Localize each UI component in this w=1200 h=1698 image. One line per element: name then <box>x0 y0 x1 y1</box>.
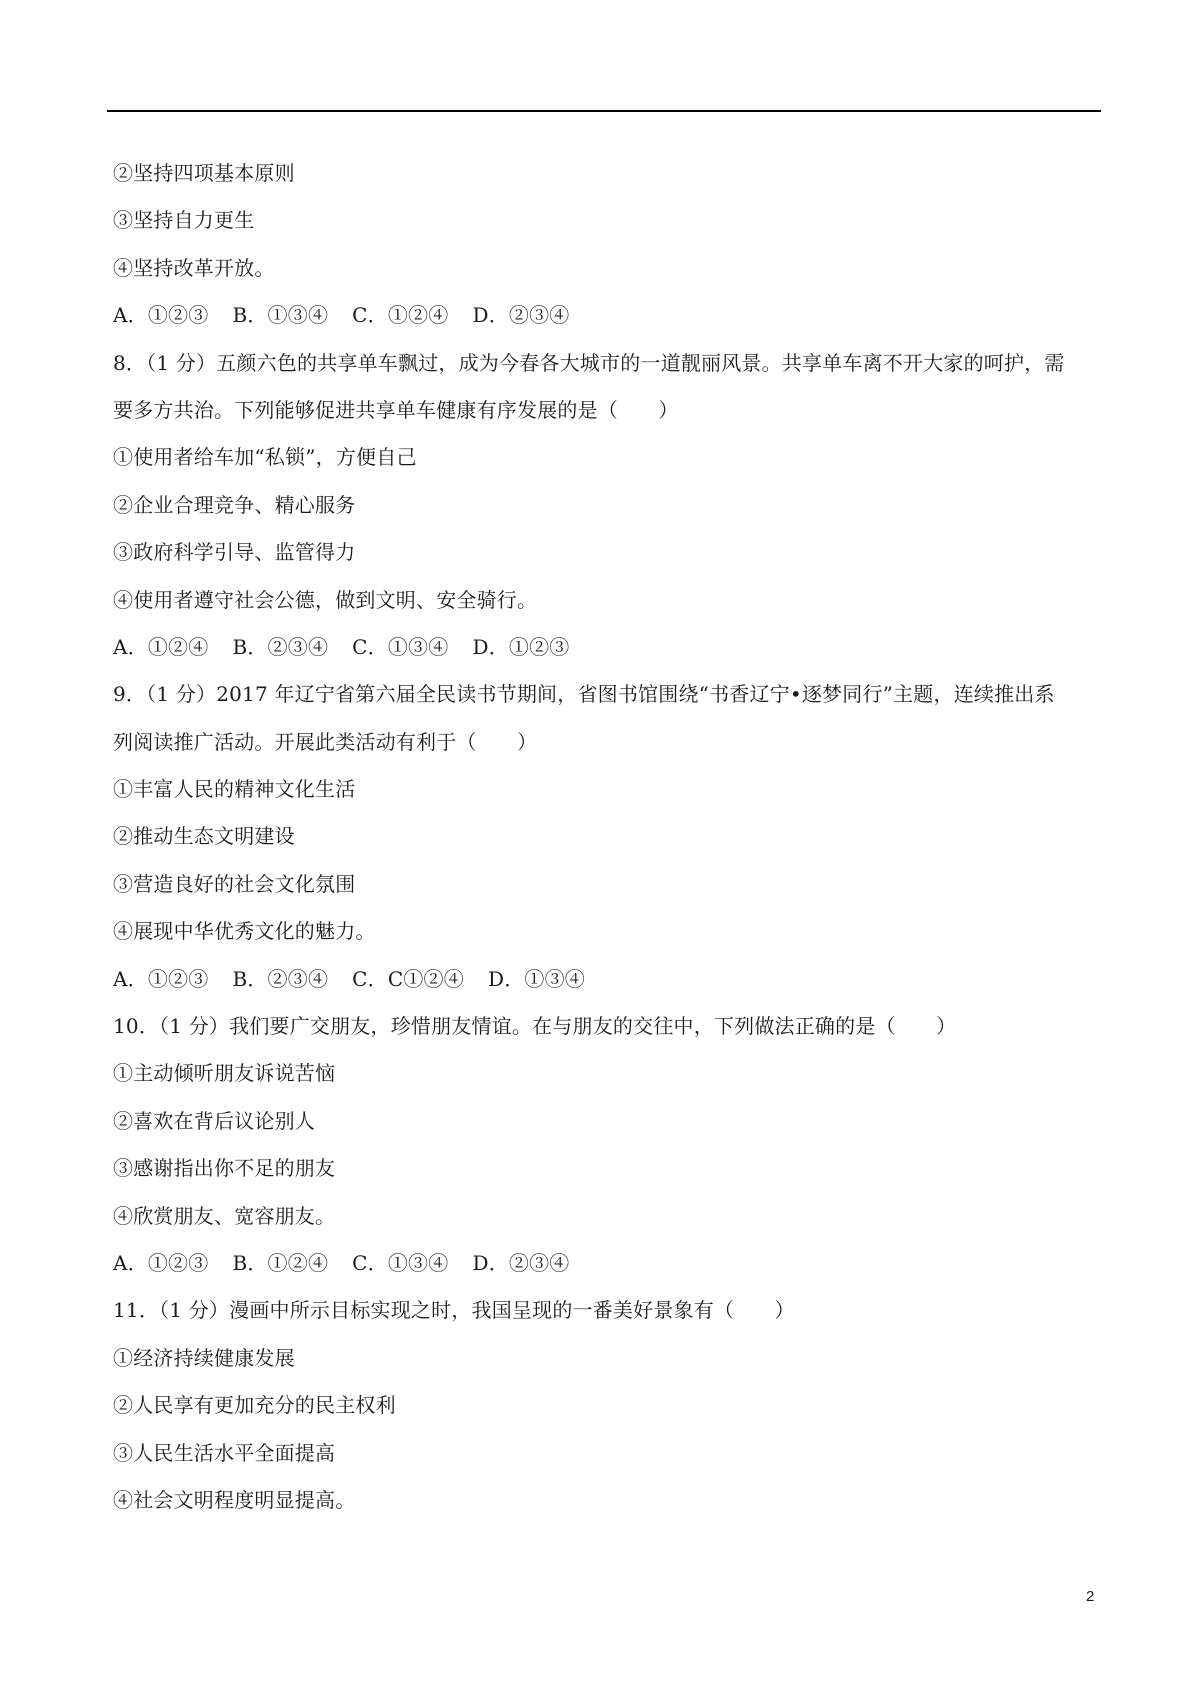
choice-item: ②人民享有更加充分的民主权利 <box>113 1393 396 1418</box>
choice-item: ③坚持自力更生 <box>113 208 255 233</box>
question-9 <box>113 671 1098 1003</box>
choice-item: ④展现中华优秀文化的魅力。 <box>113 919 376 944</box>
question-stem-line: 要多方共治。下列能够促进共享单车健康有序发展的是（ ） <box>113 397 679 422</box>
question-stem-line: 10．（1 分）我们要广交朋友，珍惜朋友情谊。在与朋友的交往中，下列做法正确的是（ ） <box>113 1014 957 1039</box>
answer-options <box>113 624 1098 671</box>
choice-item: ③感谢指出你不足的朋友 <box>113 1156 336 1181</box>
option-a: A．①②③ <box>113 303 209 328</box>
choice-item: ③政府科学引导、监管得力 <box>113 540 356 565</box>
choice-item: ④欣赏朋友、宽容朋友。 <box>113 1203 336 1228</box>
choice-item: ②企业合理竞争、精心服务 <box>113 492 356 517</box>
question-8 <box>113 340 1098 672</box>
option-c: C．①③④ <box>352 634 449 659</box>
choice-item: ②推动生态文明建设 <box>113 824 295 849</box>
question-stem-line: 列阅读推广活动。开展此类活动有利于（ ） <box>113 729 538 754</box>
choice-item: ④社会文明程度明显提高。 <box>113 1487 356 1512</box>
page-number: 2 <box>1086 1588 1095 1605</box>
choice-item: ①主动倾听朋友诉说苦恼 <box>113 1061 336 1086</box>
choice-item: ①经济持续健康发展 <box>113 1345 295 1370</box>
option-c: C．①②④ <box>352 303 449 328</box>
option-a: A．①②③ <box>113 966 209 991</box>
choice-item: ④使用者遵守社会公德，做到文明、安全骑行。 <box>113 587 538 612</box>
question-stem-line: 11．（1 分）漫画中所示目标实现之时，我国呈现的一番美好景象有（ ） <box>113 1298 795 1323</box>
answer-options <box>113 1240 1098 1287</box>
question-10 <box>113 1003 1098 1287</box>
option-d: D．①②③ <box>472 634 570 659</box>
question-stem-line: 9．（1 分）2017 年辽宁省第六届全民读书节期间，省图书馆围绕“书香辽宁•逐梦同行”主题，连续推出系 <box>113 682 1055 707</box>
header-rule <box>107 110 1101 112</box>
option-c: C．①③④ <box>352 1250 449 1275</box>
answer-options <box>113 292 1098 339</box>
option-c: C．C①②④ <box>352 966 464 991</box>
option-d: D．②③④ <box>472 303 570 328</box>
choice-item: ①使用者给车加“私锁”，方便自己 <box>113 445 417 470</box>
option-b: B．①③④ <box>232 303 329 328</box>
option-d: D．②③④ <box>472 1250 570 1275</box>
option-a: A．①②④ <box>113 634 209 659</box>
choice-item: ①丰富人民的精神文化生活 <box>113 777 356 802</box>
choice-item: ③营造良好的社会文化氛围 <box>113 871 356 896</box>
option-b: B．②③④ <box>232 634 329 659</box>
answer-options <box>113 956 1098 1003</box>
option-b: B．②③④ <box>232 966 329 991</box>
question-stem-line: 8．（1 分）五颜六色的共享单车飘过，成为今春各大城市的一道靓丽风景。共享单车离不开大家的呵护，需 <box>113 350 1065 375</box>
question-11 <box>113 1287 1098 1524</box>
document-body <box>113 150 1098 1524</box>
option-a: A．①②③ <box>113 1250 209 1275</box>
option-b: B．①②④ <box>232 1250 329 1275</box>
choice-item: ②喜欢在背后议论别人 <box>113 1108 315 1133</box>
question-7-continued <box>113 150 1098 340</box>
choice-item: ②坚持四项基本原则 <box>113 161 295 185</box>
choice-item: ④坚持改革开放。 <box>113 255 275 280</box>
choice-item: ③人民生活水平全面提高 <box>113 1440 336 1465</box>
option-d: D．①③④ <box>487 966 586 991</box>
